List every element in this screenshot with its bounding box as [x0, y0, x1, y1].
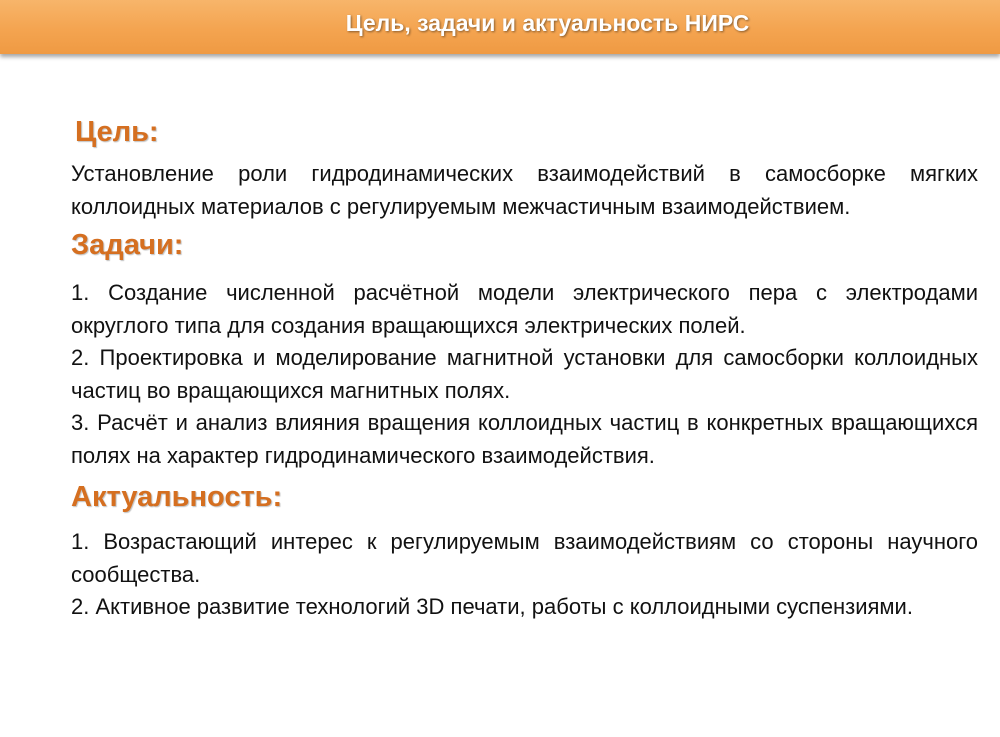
relevance-item-1: 1. Возрастающий интерес к регулируемым взаимодействиям со стороны научного сообщества.	[71, 529, 978, 587]
task-item-2: 2. Проектировка и моделирование магнитной установки для самосборки коллоидных частиц во вращающихся магнитных полях.	[71, 345, 978, 403]
goal-heading: Цель:	[75, 116, 159, 148]
relevance-heading: Актуальность:	[71, 481, 283, 513]
task-item-1: 1. Создание численной расчётной модели электрического пера с электродами округлого типа для создания вращающихся электрических полей.	[71, 280, 978, 338]
title-bar	[0, 0, 1000, 54]
slide-title: Цель, задачи и актуальность НИРС	[345, 10, 750, 36]
relevance-item-2: 2. Активное развитие технологий 3D печати, работы с коллоидными суспензиями.	[71, 594, 913, 619]
goal-text: Установление роли гидродинамических взаимодействий в самосборке мягких коллоидных материалов с регулируемым межчастичным взаимодействием.	[71, 161, 978, 219]
tasks-heading: Задачи:	[71, 229, 184, 261]
task-item-3: 3. Расчёт и анализ влияния вращения коллоидных частиц в конкретных вращающихся полях на характер гидродинамического взаимодействия.	[71, 410, 978, 468]
